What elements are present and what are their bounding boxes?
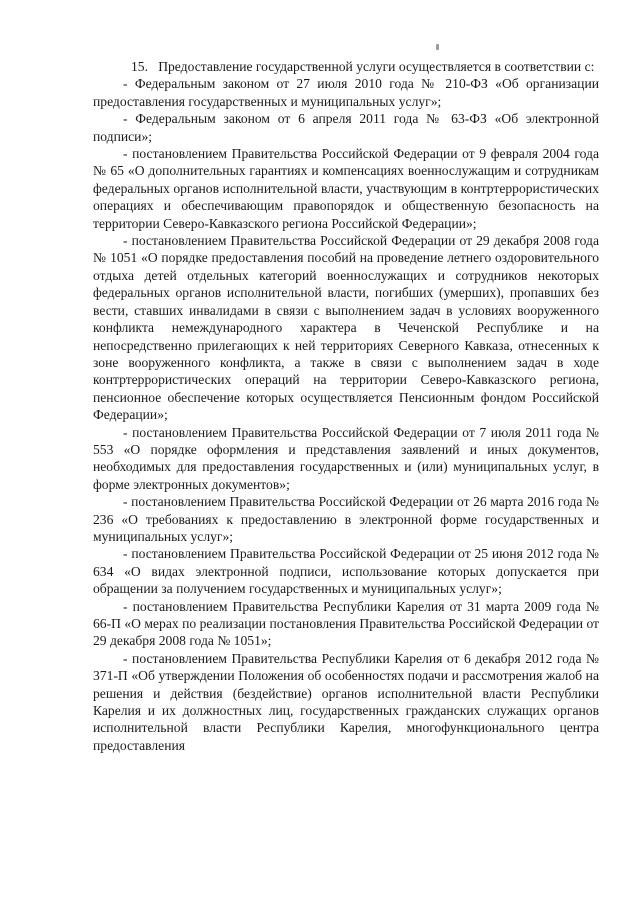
document-page [93, 58, 599, 754]
decree-item-1051: - постановлением Правительства Российской Федерации от 29 декабря 2008 года № 1051 «О порядке предоставления пособий на проведение летнего оздоровительного отдыха детей отдельных категорий военнослужащих и сотрудников некоторых федеральных органов исполнительной власти, погибших (умерших), пропавших без вести, ставших инвалидами в связи с выполнением задач в условиях вооруженного конфликта немеждународного характера в Чеченской Республике и на непосредственно прилегающих к ней территориях Северного Кавказа, отнесенных к зоне вооруженного конфликта, а также в связи с выполнением задач в ходе контртеррористических операций на территории Северо-Кавказского региона, пенсионное обеспечение которых осуществляется Пенсионным фондом Российской Федерации»; [93, 233, 599, 423]
decree-item-65: - постановлением Правительства Российской Федерации от 9 февраля 2004 года № 65 «О дополнительных гарантиях и компенсациях военнослужащим и сотрудникам федеральных органов исполнительной власти, участвующим в контртеррористических операциях и обеспечивающим правопорядок и общественную безопасность на территории Северо-Кавказского региона Российской Федерации»; [93, 146, 599, 231]
law-item-63-fz: - Федеральным законом от 6 апреля 2011 года № 63-ФЗ «Об электронной подписи»; [93, 111, 599, 144]
decree-item-553: - постановлением Правительства Российской Федерации от 7 июля 2011 года № 553 «О порядке оформления и представления заявлений и иных документов, необходимых для предоставления государственных и (или) муниципальных услуг, в форме электронных документов»; [93, 424, 599, 492]
scan-mark [436, 44, 439, 50]
decree-item-236: - постановлением Правительства Российской Федерации от 26 марта 2016 года № 236 «О требованиях к предоставлению в электронной форме государственных и муниципальных услуг»; [93, 494, 599, 544]
karelia-decree-item-66-p: - постановлением Правительства Республики Карелия от 31 марта 2009 года № 66-П «О мерах по реализации постановления Правительства Российской Федерации от 29 декабря 2008 года № 1051»; [93, 598, 599, 649]
paragraph-item-15: 15. Предоставление государственной услуги осуществляется в соответствии с: [131, 59, 595, 74]
karelia-decree-item-371-p: - постановлением Правительства Республики Карелия от 6 декабря 2012 года № 371-П «Об утверждении Положения об особенностях подачи и рассмотрения жалоб на решения и действия (бездействие) органов исполнительной власти Республики Карелия и их должностных лиц, государственных гражданских служащих органов исполнительной власти Республики Карелия, многофункционального центра предоставления [93, 650, 599, 753]
law-item-210-fz: - Федеральным законом от 27 июля 2010 года № 210-ФЗ «Об организации предоставления государственных и муниципальных услуг»; [93, 76, 599, 109]
decree-item-634: - постановлением Правительства Российской Федерации от 25 июня 2012 года № 634 «О видах электронной подписи, использование которых допускается при обращении за получением государственных и муниципальных услуг»; [93, 546, 599, 597]
